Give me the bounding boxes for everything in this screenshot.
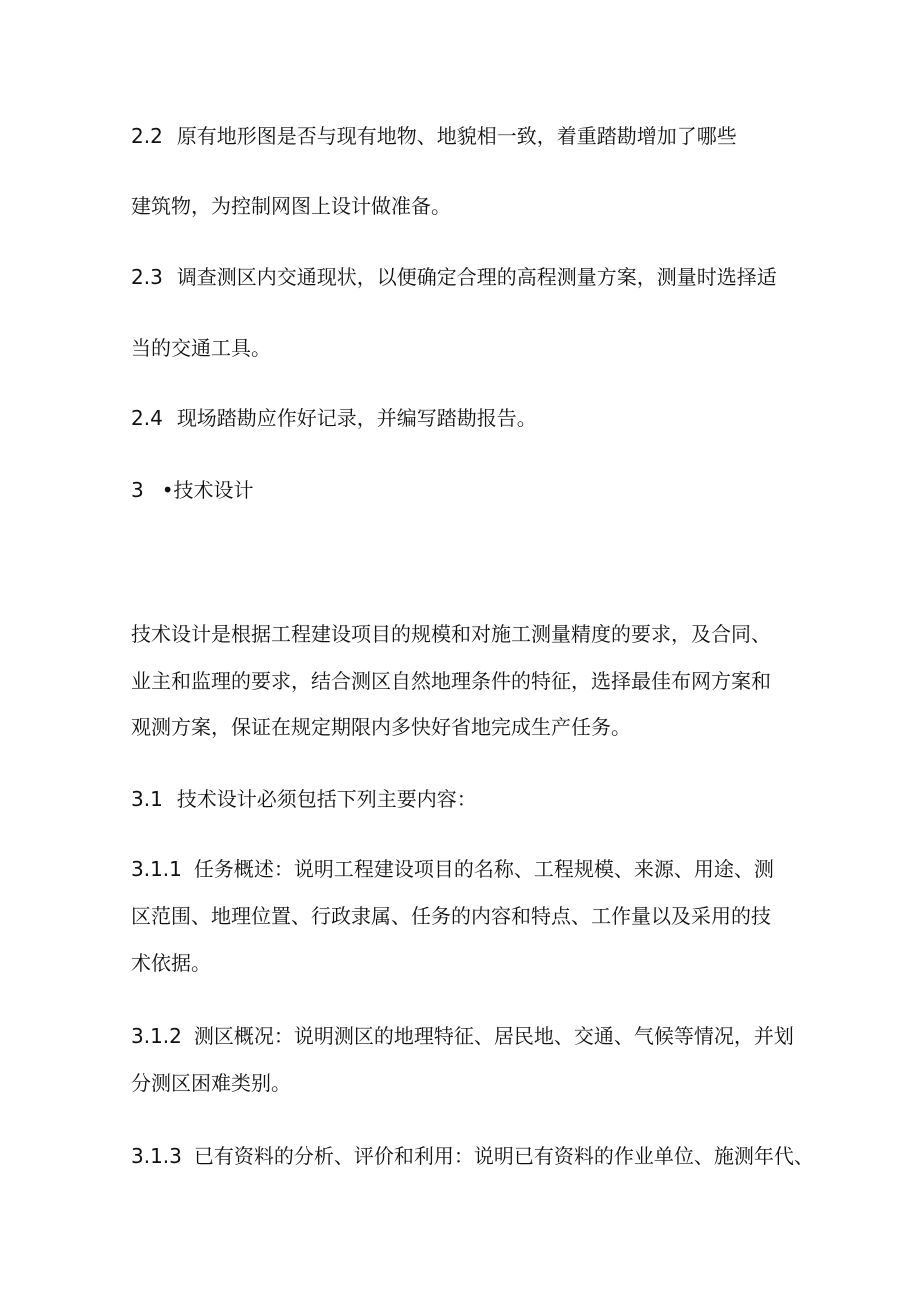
item-3-1-line	[131, 785, 477, 813]
item-2-2-line-1	[131, 122, 737, 150]
item-text: 区范围、地理位置、行政隶属、任务的内容和特点、工作量以及采用的技	[131, 904, 771, 928]
item-text: 建筑物，为控制网图上设计做准备。	[131, 194, 451, 218]
item-number: 2.2	[131, 124, 163, 148]
item-number: 2.3	[131, 265, 163, 289]
item-2-2-line-2	[131, 192, 451, 220]
item-text: 术依据。	[131, 951, 211, 975]
item-3-1-1-line-2	[131, 902, 771, 930]
item-number: 3.1	[131, 787, 163, 811]
paragraph-line-1	[131, 620, 771, 648]
item-text: 任务概述：说明工程建设项目的名称、工程规模、来源、用途、测	[193, 857, 774, 881]
item-text: 当的交通工具。	[131, 336, 271, 360]
item-2-4-line	[131, 404, 537, 432]
section-title: •技术设计	[161, 478, 254, 502]
paragraph-line-3	[131, 713, 631, 741]
item-text: 原有地形图是否与现有地物、地貌相一致，着重踏勘增加了哪些	[176, 124, 737, 148]
item-number: 3.1.2	[131, 1024, 182, 1048]
item-text: 技术设计必须包括下列主要内容：	[176, 787, 477, 811]
item-3-1-2-line-2	[131, 1069, 291, 1097]
section-3-heading	[131, 476, 254, 504]
item-2-3-line-1	[131, 263, 777, 291]
item-text: 测区概况：说明测区的地理特征、居民地、交通、气候等情况，并划	[193, 1024, 794, 1048]
item-3-1-1-line-3	[131, 949, 211, 977]
item-text: 现场踏勘应作好记录，并编写踏勘报告。	[176, 406, 537, 430]
item-3-1-2-line-1	[131, 1022, 794, 1050]
paragraph-text: 业主和监理的要求，结合测区自然地理条件的特征，选择最佳布网方案和	[131, 669, 771, 693]
item-text: 调查测区内交通现状，以便确定合理的高程测量方案，测量时选择适	[176, 265, 777, 289]
item-number: 2.4	[131, 406, 163, 430]
item-2-3-line-2	[131, 334, 271, 362]
item-text: 已有资料的分析、评价和利用：说明已有资料的作业单位、施测年代、	[193, 1144, 814, 1168]
paragraph-text: 技术设计是根据工程建设项目的规模和对施工测量精度的要求，及合同、	[131, 622, 771, 646]
paragraph-text: 观测方案，保证在规定期限内多快好省地完成生产任务。	[131, 715, 631, 739]
section-number: 3	[131, 478, 144, 502]
item-number: 3.1.1	[131, 857, 182, 881]
item-3-1-1-line-1	[131, 855, 774, 883]
paragraph-line-2	[131, 667, 771, 695]
item-text: 分测区困难类别。	[131, 1071, 291, 1095]
item-number: 3.1.3	[131, 1144, 182, 1168]
item-3-1-3-line-1	[131, 1142, 814, 1170]
